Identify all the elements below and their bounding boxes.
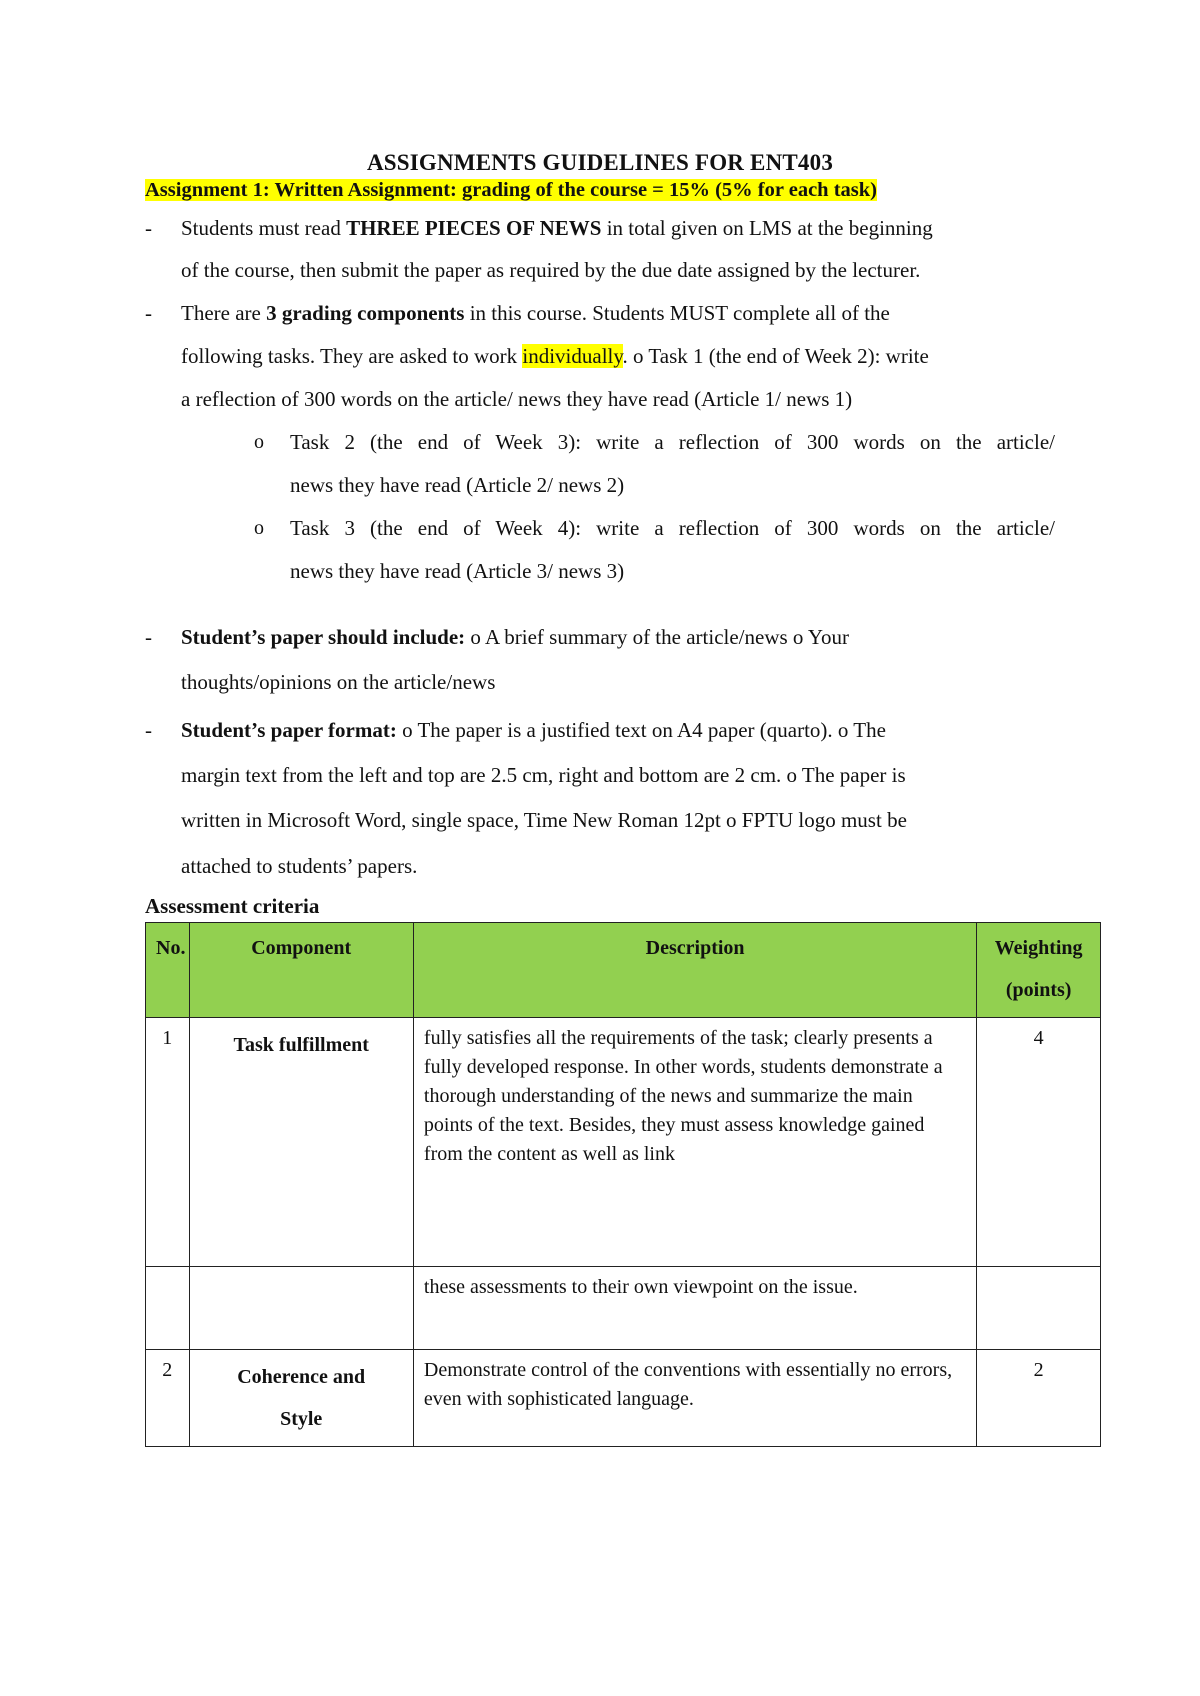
table-row [146, 1018, 1101, 1267]
para4-bold: Student’s paper format: [181, 718, 397, 742]
cell-weight [977, 1267, 1101, 1350]
task2-line1: Task 2 (the end of Week 3): write a reflection of 300 words on the article/ [290, 430, 1055, 454]
para2-line1 [181, 299, 890, 327]
table-row [146, 1350, 1101, 1447]
para1-line2: of the course, then submit the paper as required by the due date assigned by the lecturer. [181, 258, 921, 282]
document-title: ASSIGNMENTS GUIDELINES FOR ENT403 [366, 150, 834, 175]
para2-post: in this course. Students MUST complete all of the [464, 301, 890, 325]
table-row [146, 1267, 1101, 1350]
para2-line2-pre: following tasks. They are asked to work [181, 344, 523, 368]
dash-marker: - [145, 718, 152, 742]
para2-pre: There are [181, 301, 267, 325]
header-weighting [977, 923, 1101, 1018]
para2-line3: a reflection of 300 words on the article/ news they have read (Article 1/ news 1) [181, 387, 853, 411]
header-component: Component [189, 923, 413, 1018]
para2-line2 [181, 342, 929, 370]
para4-post: o The paper is a justified text on A4 paper (quarto). o The [396, 718, 886, 742]
assignment-heading [145, 176, 877, 204]
para2-bold: 3 grading components [266, 301, 465, 325]
cell-no: 2 [146, 1350, 190, 1447]
cell-component [189, 1267, 413, 1350]
dash-marker: - [145, 301, 152, 325]
cell-weight: 4 [977, 1018, 1101, 1267]
para4-line1 [181, 716, 886, 744]
cell-description: Demonstrate control of the conventions with essentially no errors, even with sophisticated language. [413, 1350, 976, 1447]
criteria-heading: Assessment criteria [145, 894, 320, 918]
table-header-row [146, 923, 1101, 1018]
cell-component-line1: Coherence and [237, 1366, 366, 1388]
cell-description: fully satisfies all the requirements of the task; clearly presents a fully developed response. In other words, students demonstrate a thorough understanding of the news and summarize the main points of the text. Besides, they must assess knowledge gained from the content as well as link [413, 1018, 976, 1267]
para3-line1 [181, 623, 849, 651]
para3-post: o A brief summary of the article/news o Your [465, 625, 849, 649]
cell-description: these assessments to their own viewpoint on the issue. [413, 1267, 976, 1350]
para4-line2: margin text from the left and top are 2.5 cm, right and bottom are 2 cm. o The paper is [181, 763, 906, 787]
cell-no: 1 [146, 1018, 190, 1267]
task3-line1: Task 3 (the end of Week 4): write a reflection of 300 words on the article/ [290, 516, 1055, 540]
task3-line2: news they have read (Article 3/ news 3) [290, 559, 625, 583]
assessment-table [145, 922, 1101, 1447]
assignment-heading-text: Assignment 1: Written Assignment: grading of the course = 15% (5% for each task) [145, 179, 877, 201]
bullet-marker: o [254, 517, 264, 539]
dash-marker: - [145, 216, 152, 240]
dash-marker: - [145, 625, 152, 649]
header-description: Description [413, 923, 976, 1018]
para2-line2-post: . o Task 1 (the end of Week 2): write [622, 344, 929, 368]
para4-line3: written in Microsoft Word, single space, Time New Roman 12pt o FPTU logo must be [181, 808, 907, 832]
para3-line2: thoughts/opinions on the article/news [181, 670, 496, 694]
para1-post: in total given on LMS at the beginning [601, 216, 933, 240]
header-no: No. [146, 923, 190, 1018]
header-weighting-line2: (points) [1005, 979, 1072, 1001]
highlighted-word: individually [522, 344, 623, 368]
para3-bold: Student’s paper should include: [181, 625, 466, 649]
cell-no [146, 1267, 190, 1350]
para1-line1 [181, 214, 933, 242]
para1-bold: THREE PIECES OF NEWS [346, 216, 602, 240]
cell-component-line2: Style [280, 1408, 323, 1430]
cell-weight: 2 [977, 1350, 1101, 1447]
cell-component: Task fulfillment [189, 1018, 413, 1267]
header-weighting-line1: Weighting [994, 937, 1083, 959]
task2-line2: news they have read (Article 2/ news 2) [290, 473, 625, 497]
para4-line4: attached to students’ papers. [181, 854, 418, 878]
cell-component [189, 1350, 413, 1447]
bullet-marker: o [254, 431, 264, 453]
para1-pre: Students must read [181, 216, 347, 240]
